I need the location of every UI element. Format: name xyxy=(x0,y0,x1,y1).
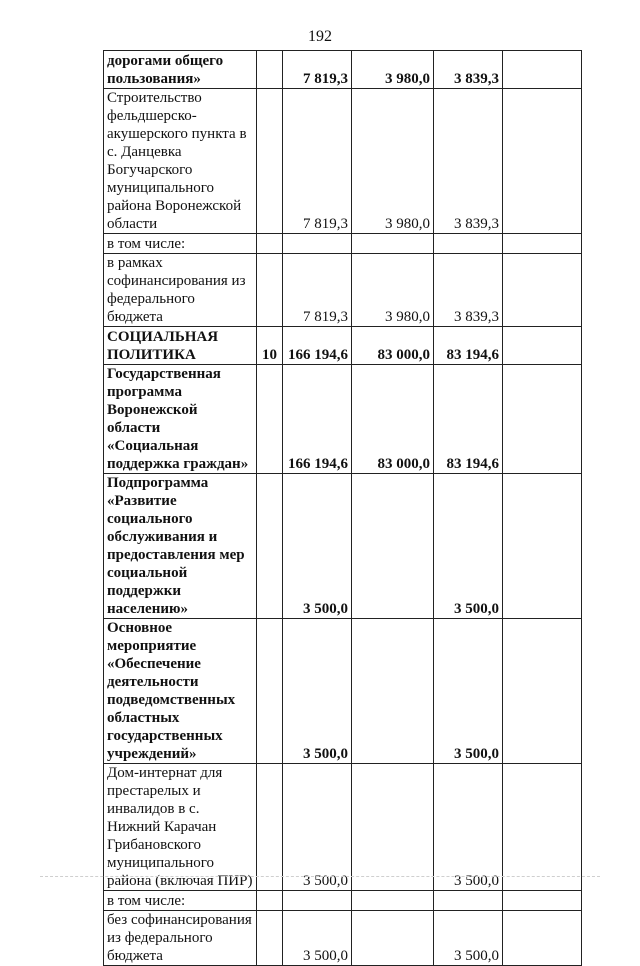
table-row xyxy=(104,234,582,254)
table-row xyxy=(104,619,582,764)
row-name-cell: в рамках софинансирования из федерального бюджета xyxy=(104,254,257,327)
row-value-2-cell xyxy=(352,619,434,764)
row-name-cell: в том числе: xyxy=(104,234,257,254)
row-value-1-cell: 7 819,3 xyxy=(283,51,352,89)
table-row xyxy=(104,254,582,327)
row-empty-cell xyxy=(503,89,582,234)
row-value-1-cell xyxy=(283,234,352,254)
table-row xyxy=(104,911,582,966)
row-value-1-cell: 3 500,0 xyxy=(283,619,352,764)
table-row xyxy=(104,51,582,89)
row-name-cell: Государственная программа Воронежской области «Социальная поддержка граждан» xyxy=(104,365,257,474)
row-code-cell xyxy=(257,51,283,89)
row-value-3-cell: 3 500,0 xyxy=(434,619,503,764)
row-value-3-cell: 3 500,0 xyxy=(434,764,503,891)
row-value-2-cell: 3 980,0 xyxy=(352,254,434,327)
row-empty-cell xyxy=(503,619,582,764)
row-value-1-cell: 3 500,0 xyxy=(283,474,352,619)
row-name-cell: СОЦИАЛЬНАЯ ПОЛИТИКА xyxy=(104,327,257,365)
row-code-cell xyxy=(257,474,283,619)
row-empty-cell xyxy=(503,911,582,966)
row-value-2-cell: 3 980,0 xyxy=(352,51,434,89)
table-row xyxy=(104,89,582,234)
scan-edge-line xyxy=(40,876,600,877)
row-value-3-cell: 83 194,6 xyxy=(434,327,503,365)
row-name-cell: Строительство фельдшерско-акушерского пункта в с. Данцевка Богучарского муниципального района Воронежской области xyxy=(104,89,257,234)
budget-table xyxy=(103,50,582,966)
row-value-2-cell xyxy=(352,911,434,966)
row-value-3-cell: 83 194,6 xyxy=(434,365,503,474)
row-empty-cell xyxy=(503,234,582,254)
row-code-cell xyxy=(257,234,283,254)
row-empty-cell xyxy=(503,51,582,89)
row-name-cell: Дом-интернат для престарелых и инвалидов в с. Нижний Карачан Грибановского муниципального района (включая ПИР) xyxy=(104,764,257,891)
row-value-1-cell: 3 500,0 xyxy=(283,764,352,891)
row-value-2-cell: 83 000,0 xyxy=(352,327,434,365)
row-name-cell: без софинансирования из федерального бюджета xyxy=(104,911,257,966)
row-value-3-cell xyxy=(434,891,503,911)
row-value-1-cell: 166 194,6 xyxy=(283,365,352,474)
budget-table-body xyxy=(104,51,582,966)
row-empty-cell xyxy=(503,327,582,365)
row-value-2-cell xyxy=(352,891,434,911)
row-value-2-cell xyxy=(352,764,434,891)
row-code-cell xyxy=(257,911,283,966)
page-number: 192 xyxy=(308,28,332,45)
table-row xyxy=(104,327,582,365)
row-code-cell xyxy=(257,254,283,327)
row-code-cell xyxy=(257,365,283,474)
row-value-3-cell xyxy=(434,234,503,254)
row-name-cell: в том числе: xyxy=(104,891,257,911)
row-value-2-cell: 83 000,0 xyxy=(352,365,434,474)
row-value-1-cell xyxy=(283,891,352,911)
row-code-cell xyxy=(257,891,283,911)
table-row xyxy=(104,365,582,474)
row-empty-cell xyxy=(503,891,582,911)
row-code-cell: 10 xyxy=(257,327,283,365)
row-empty-cell xyxy=(503,764,582,891)
row-value-2-cell xyxy=(352,474,434,619)
row-name-cell: Подпрограмма «Развитие социального обслуживания и предоставления мер социальной поддержки населению» xyxy=(104,474,257,619)
row-value-2-cell: 3 980,0 xyxy=(352,89,434,234)
row-value-1-cell: 3 500,0 xyxy=(283,911,352,966)
row-value-1-cell: 166 194,6 xyxy=(283,327,352,365)
row-value-1-cell: 7 819,3 xyxy=(283,89,352,234)
row-value-3-cell: 3 500,0 xyxy=(434,474,503,619)
row-value-3-cell: 3 839,3 xyxy=(434,89,503,234)
row-value-3-cell: 3 839,3 xyxy=(434,51,503,89)
row-code-cell xyxy=(257,764,283,891)
table-row xyxy=(104,891,582,911)
row-value-3-cell: 3 500,0 xyxy=(434,911,503,966)
row-empty-cell xyxy=(503,474,582,619)
row-name-cell: дорогами общего пользования» xyxy=(104,51,257,89)
row-value-1-cell: 7 819,3 xyxy=(283,254,352,327)
table-row xyxy=(104,764,582,891)
row-empty-cell xyxy=(503,365,582,474)
table-row xyxy=(104,474,582,619)
row-empty-cell xyxy=(503,254,582,327)
row-value-2-cell xyxy=(352,234,434,254)
row-name-cell: Основное мероприятие «Обеспечение деятельности подведомственных областных государственных учреждений» xyxy=(104,619,257,764)
row-value-3-cell: 3 839,3 xyxy=(434,254,503,327)
row-code-cell xyxy=(257,619,283,764)
row-code-cell xyxy=(257,89,283,234)
